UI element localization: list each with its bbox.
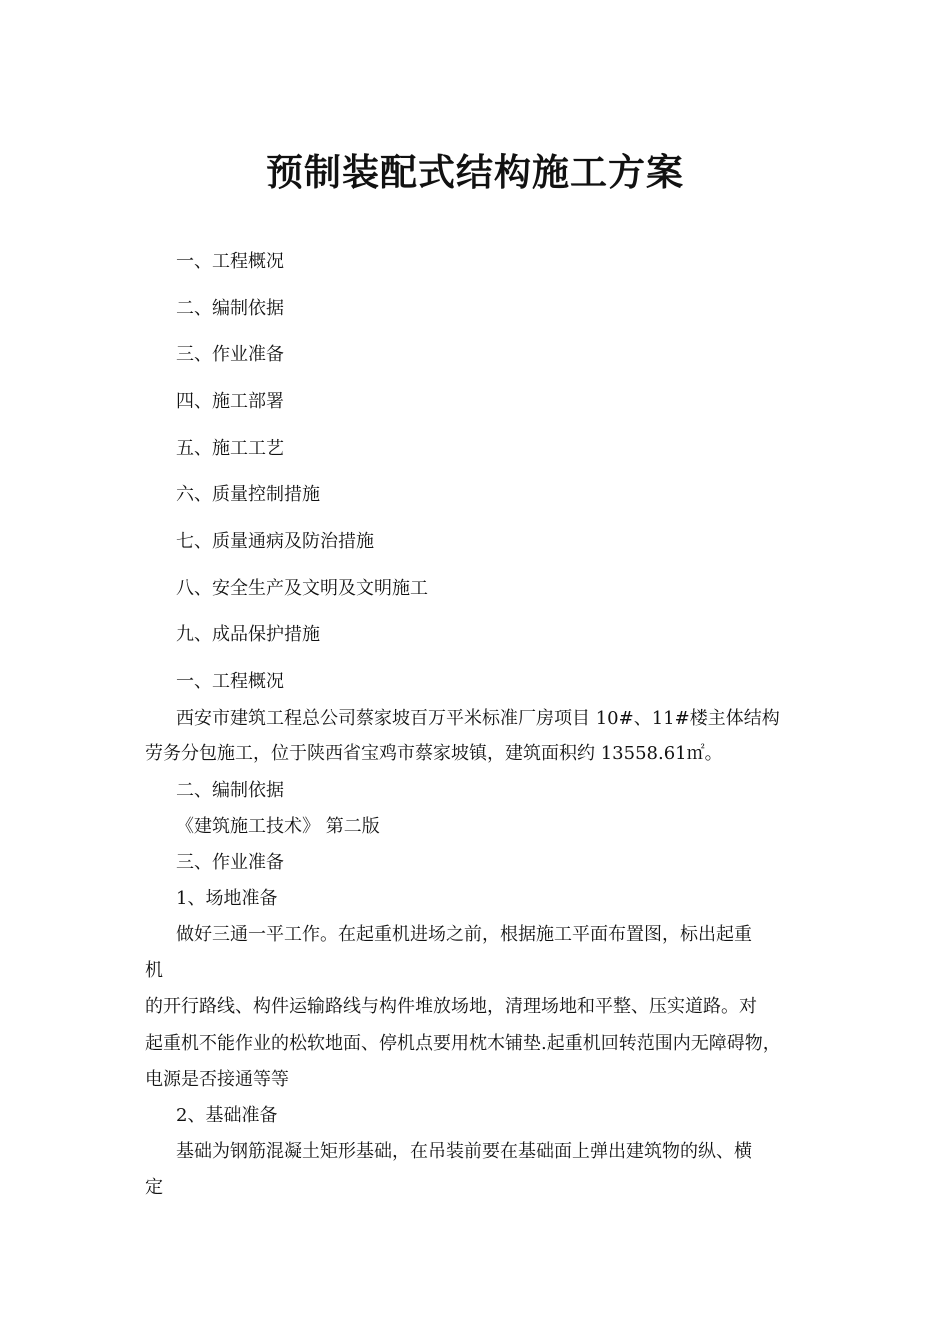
paragraph-line: 劳务分包施工，位于陕西省宝鸡市蔡家坡镇，建筑面积约 13558.61㎡。 (145, 743, 723, 764)
paragraph-line: 的开行路线、构件运输路线与构件堆放场地，清理场地和平整、压实道路。对 (145, 996, 757, 1017)
paragraph-line: 机 (145, 960, 163, 981)
paragraph-line: 《建筑施工技术》 第二版 (176, 816, 380, 837)
toc-item: 六、质量控制措施 (176, 484, 320, 505)
subsection-heading: 2、基础准备 (176, 1105, 278, 1126)
toc-item: 二、编制依据 (176, 298, 284, 319)
paragraph-line: 西安市建筑工程总公司蔡家坡百万平米标准厂房项目 10#、11#楼主体结构 (176, 708, 780, 729)
toc-item: 一、工程概况 (176, 251, 284, 272)
section-heading: 二、编制依据 (176, 780, 284, 801)
paragraph-line: 基础为钢筋混凝土矩形基础，在吊装前要在基础面上弹出建筑物的纵、横 (176, 1141, 752, 1162)
toc-item: 九、成品保护措施 (176, 624, 320, 645)
toc-item: 八、安全生产及文明及文明施工 (176, 578, 428, 599)
toc-item: 五、施工工艺 (176, 438, 284, 459)
document-title: 预制装配式结构施工方案 (266, 150, 684, 194)
paragraph-line: 定 (145, 1177, 163, 1198)
section-heading: 三、作业准备 (176, 852, 284, 873)
paragraph-line: 做好三通一平工作。在起重机进场之前，根据施工平面布置图，标出起重 (176, 924, 752, 945)
toc-item: 七、质量通病及防治措施 (176, 531, 374, 552)
paragraph-line: 电源是否接通等等 (145, 1069, 289, 1090)
toc-item: 四、施工部署 (176, 391, 284, 412)
toc-item: 三、作业准备 (176, 344, 284, 365)
section-heading: 一、工程概况 (176, 671, 284, 692)
paragraph-line: 起重机不能作业的松软地面、停机点要用枕木铺垫.起重机回转范围内无障碍物， (145, 1033, 781, 1054)
subsection-heading: 1、场地准备 (176, 888, 278, 909)
